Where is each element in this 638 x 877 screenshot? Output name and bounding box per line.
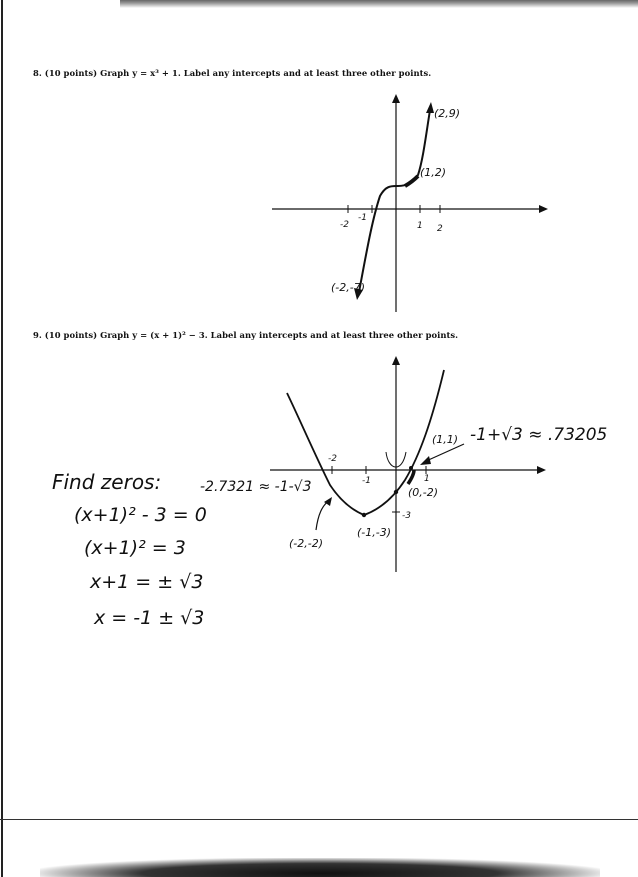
p9-point-label-0-neg2: (0,-2): [408, 486, 439, 499]
p9-x-axis-arrow: [537, 466, 546, 474]
work-line-1: (x+1)² - 3 = 0: [74, 504, 207, 526]
p9-right-intercept-note: -1+√3 ≈ .73205: [470, 425, 608, 445]
p9-annotation-arrowhead-right: [420, 456, 431, 465]
p8-tick-label-neg2: -2: [340, 220, 349, 230]
p9-x-intercept-point: [409, 466, 413, 470]
p9-annotation-arrow-right: [424, 444, 464, 462]
work-heading: Find zeros:: [52, 470, 162, 494]
p9-y-axis-arrow: [392, 356, 400, 365]
p9-point-label-1-1: (1,1): [432, 433, 459, 446]
p9-tick-label-1: 1: [424, 474, 430, 484]
page-bottom-rule: [0, 819, 638, 820]
work-line-2: (x+1)² = 3: [84, 537, 186, 559]
p8-point-label-1: (1,2): [420, 166, 447, 179]
scan-bottom-edge: [40, 858, 600, 877]
p9-tick-label-neg2: -2: [328, 454, 337, 464]
p8-tick-label-neg1: -1: [358, 213, 367, 223]
p9-left-intercept-note: -2.7321 ≈ -1-√3: [200, 479, 312, 495]
p9-tick-label-neg3: -3: [402, 511, 411, 521]
p8-tick-label-2: 2: [437, 224, 443, 234]
problem-8-text: 8. (10 points) Graph y = x³ + 1. Label any intercepts and at least three other points.: [33, 68, 432, 78]
p9-point-label-neg2: (-2,-2): [289, 537, 324, 550]
p9-y-intercept-point: [394, 490, 398, 494]
p9-tick-label-neg1: -1: [362, 476, 371, 486]
work-line-4: x = -1 ± √3: [94, 607, 205, 629]
p8-point-label-3: (-2,-7): [331, 281, 366, 294]
problem-9-text: 9. (10 points) Graph y = (x + 1)² − 3. Label any intercepts and at least three other points.: [33, 330, 459, 340]
p9-vertex-point: [362, 513, 366, 517]
work-line-3: x+1 = ± √3: [90, 571, 204, 593]
p8-point-label-2: (2,9): [434, 107, 461, 120]
p8-tick-label-1: 1: [417, 221, 423, 231]
p9-point-label-vertex: (-1,-3): [357, 526, 392, 539]
